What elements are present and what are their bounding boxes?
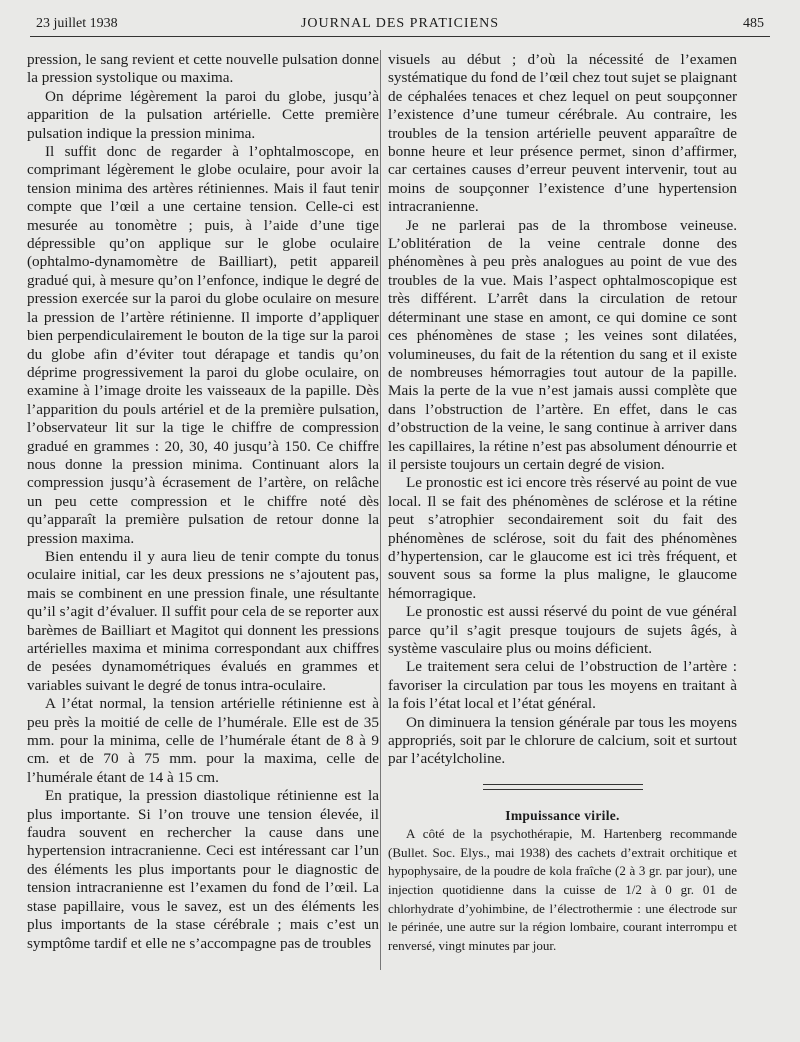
page-header	[30, 12, 770, 37]
column-divider	[380, 50, 381, 970]
paragraph: Le pronostic est aussi réservé du point de vue général parce qu’il s’agit presque toujours de sujets âgés, à système vasculaire plus ou moins déficient.	[388, 603, 737, 657]
paragraph: En pratique, la pression diastolique rétinienne est la plus importante. Si l’on trouve une tension élevée, il faudra souvent en rechercher la cause dans une hypertension intracranienne. Ceci est intéressant car l’un des éléments les plus importants pour le diagnostic de tension intracranienne est l’examen du fond de l’œil. La stase papillaire, vous le savez, est un des éléments les plus importants de la stase cérébrale ; mais c’est un symptôme tardif et elle ne s’accompagne pas de troubles	[27, 787, 379, 952]
left-column	[27, 51, 379, 953]
right-column	[388, 51, 737, 955]
page-number: 485	[743, 16, 764, 31]
paragraph: Je ne parlerai pas de la thrombose veineuse. L’oblitération de la veine centrale donne des phénomènes à peu près analogues au point de vue des troubles de la vue. Mais l’aspect ophtalmoscopique est très différent. L’arrêt dans la circulation de retour déterminant une stase en amont, ce qui domine ce sont ces phénomènes de stase ; les veines sont dilatées, volumineuses, du fait de la rétention du sang et il existe de nombreuses hémorragies tout autour de la papille. Mais la perte de la vue n’est jamais aussi complète que dans l’obstruction de l’artère. En effet, dans le cas d’obstruction de la veine, le sang continue à arriver dans les capillaires, la rétine n’est pas absolument dénourrie et il persiste toujours un certain degré de vision.	[388, 216, 737, 473]
note-text: A côté de la psychothérapie, M. Hartenberg recommande (Bullet. Soc. Elys., mai 1938) des cachets d’extrait orchitique et hypophysaire, de la poudre de kola fraîche (2 à 3 gr. par jour), une injection quotidienne dans la cuisse de 1/2 à 0 gr. 01 de chlorhydrate d’yohimbine, de l’électrothermie : une électrode sur le périnée, une autre sur la région lombaire, courant interrompu et renversé, vingt minutes par jour.	[388, 826, 737, 953]
paragraph: Le traitement sera celui de l’obstruction de l’artère : favoriser la circulation par tous les moyens en traitant à la fois l’état local et l’état général.	[388, 658, 737, 713]
paragraph: Bien entendu il y aura lieu de tenir compte du tonus oculaire initial, car les deux pressions ne s’ajoutent pas, mais se combinent en une pression finale, une résultante qu’il s’agit d’évaluer. Il suffit pour cela de se reporter aux barèmes de Bailliart et Magitot qui donnent les pressions artérielles maxima et minima correspondant aux chiffres de pesées dynamométriques évalués en grammes et variables suivant le degré de tonus intra-oculaire.	[27, 547, 379, 694]
paragraph: A l’état normal, la tension artérielle rétinienne est à peu près la moitié de celle de l’humérale. Elle est de 35 mm. pour la minima, celle de l’humérale étant de 8 à 9 cm. et de 70 à 75 mm. pour la maxima, celle de l’humérale étant de 14 à 15 cm.	[27, 695, 379, 786]
paragraph: On diminuera la tension générale par tous les moyens appropriés, soit par le chlorure de calcium, soit et surtout par l’acétylcholine.	[388, 713, 737, 768]
issue-date: 23 juillet 1938	[36, 16, 118, 31]
paragraph: Il suffit donc de regarder à l’ophtalmoscope, en comprimant légèrement le globe oculaire, pour avoir la tension minima des artères rétiniennes. Mais il faut tenir compte que l’œil a une certaine tension. Celle-ci est mesurée au tonomètre ; puis, à l’aide d’une tige dépressible qu’on applique sur le globe oculaire (ophtalmo-dynamomètre de Bailliart), petit appareil gradué qui, à mesure qu’on l’enfonce, indique le degré de pression exercée sur la paroi du globe oculaire on mesure la pression de l’artère rétinienne. Il importe d’appliquer bien perpendiculairement le bouton de la tige sur la paroi du globe afin d’éviter tout dérapage et tandis qu’on déprime progressivement la paroi du globe oculaire, on examine à l’image droite les vaisseaux de la papille. Dès l’apparition du pouls artériel et de la première pulsation, l’observateur lit sur la tige le chiffre de compression gradué en grammes : 20, 30, 40 jusqu’à 150. Ce chiffre nous donne la pression minima. Continuant alors la compression jusqu’à écrasement de l’artère, on relâche un peu cette compression et le chiffre noté dès qu’apparaît la première pulsation de retour donne la pression maxima.	[27, 143, 379, 547]
paragraph: visuels au début ; d’où la nécessité de l’examen systématique du fond de l’œil chez tout sujet se plaignant de céphalées tenaces et chez lequel on peut soupçonner l’existence d’une tumeur cérébrale. Au contraire, les troubles de la tension artérielle peuvent apparaître de bonne heure et leur présence permet, sinon d’affirmer, car certaines causes d’erreur peuvent intervenir, tout au moins de soupçonner l’existence d’une hypertension intracranienne.	[388, 51, 737, 216]
journal-title: JOURNAL DES PRATICIENS	[300, 16, 500, 31]
paragraph: On déprime légèrement la paroi du globe, jusqu’à apparition de la pulsation artérielle. Cette première pulsation indique la pression minima.	[27, 87, 379, 142]
paragraph: pression, le sang revient et cette nouvelle pulsation donne la pression systolique ou maxima.	[27, 51, 379, 87]
section-separator	[483, 784, 643, 790]
note-title: Impuissance virile.	[505, 807, 620, 823]
paragraph: Le pronostic est ici encore très réservé au point de vue local. Il se fait des phénomènes de sclérose et la rétine peut s’atrophier secondairement soit du fait des phénomènes de sclérose, soit du fait des phénomènes d’hypertension, car le glaucome est ici très fréquent, et souvent sous sa forme la plus maligne, le glaucome hémorragique.	[388, 474, 737, 602]
